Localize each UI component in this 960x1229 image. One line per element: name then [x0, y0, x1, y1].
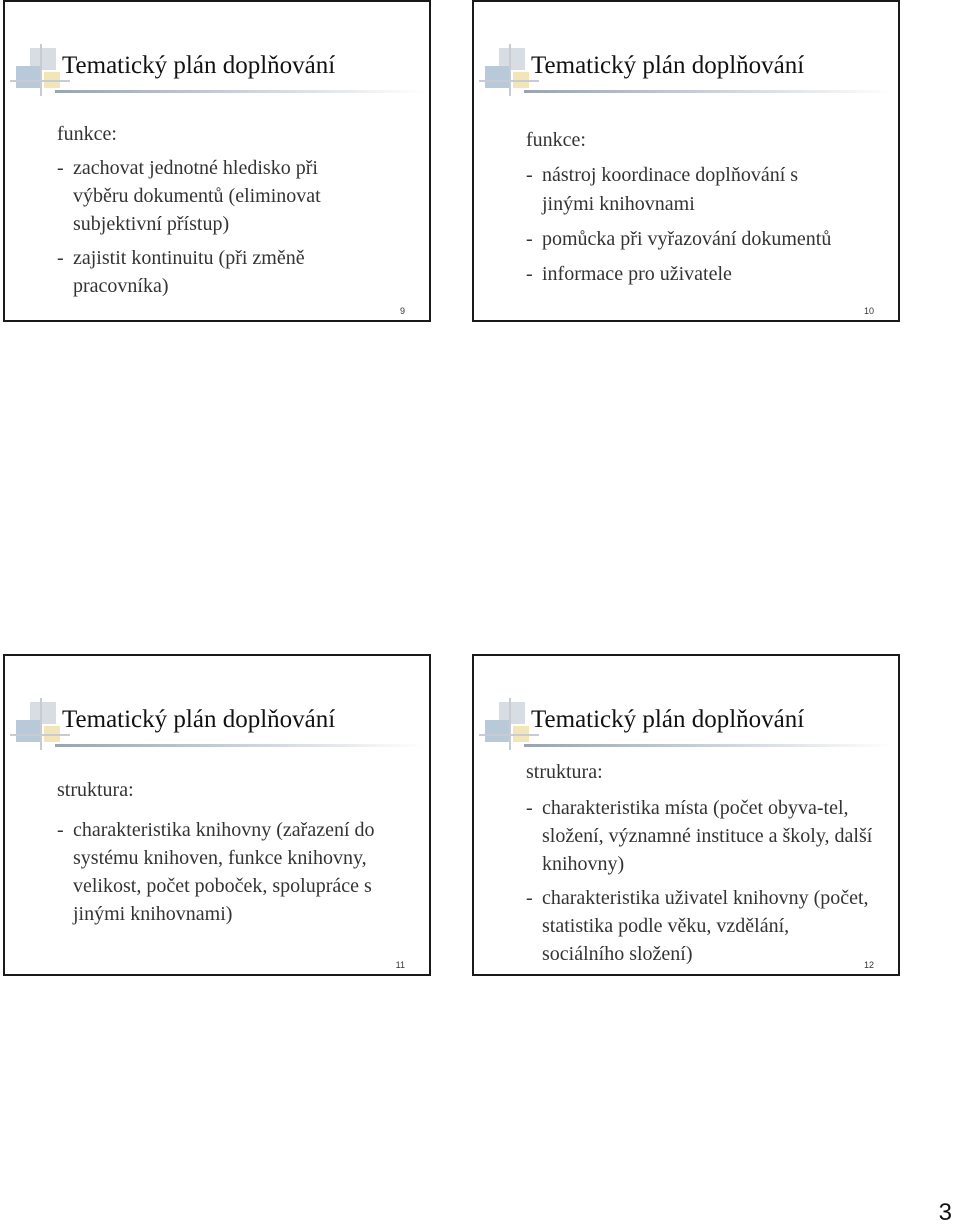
slide-content [526, 758, 890, 974]
list-item: - charakteristika uživatel knihovny (počet, statistika podle věku, vzdělání, sociálního složení) [526, 884, 876, 968]
slide-number: 10 [863, 306, 874, 316]
title-underline [55, 90, 425, 93]
list-item: - informace pro uživatele [526, 260, 846, 289]
slide-number: 12 [863, 960, 874, 970]
list-item: - nástroj koordinace doplňování s jinými knihovnami [526, 161, 846, 219]
slide-number: 11 [395, 960, 405, 970]
slide-number: 9 [399, 306, 405, 316]
list-item: - charakteristika knihovny (zařazení do systému knihoven, funkce knihovny, velikost, počet poboček, spolupráce s jinými knihovnami) [57, 816, 402, 928]
title-underline [524, 744, 894, 747]
slide-title: Tematický plán doplňování [531, 52, 805, 79]
section-heading: struktura: [526, 761, 603, 783]
list-item: - zajistit kontinuitu (při změně pracovníka) [57, 244, 377, 300]
section-heading: funkce: [57, 123, 117, 145]
slide-content [57, 120, 419, 306]
slide-title: Tematický plán doplňování [62, 52, 336, 79]
page-number: 3 [938, 1199, 952, 1226]
section-heading: struktura: [57, 779, 134, 801]
slide-content [57, 776, 419, 934]
slide-title: Tematický plán doplňování [531, 706, 805, 733]
list-item: - zachovat jednotné hledisko při výběru dokumentů (eliminovat subjektivní přístup) [57, 154, 377, 238]
title-underline [524, 90, 894, 93]
slide-10 [472, 0, 900, 322]
title-underline [55, 744, 425, 747]
list-item: - charakteristika místa (počet obyva-tel, složení, významné instituce a školy, další knihovny) [526, 794, 876, 878]
slide-title: Tematický plán doplňování [62, 706, 336, 733]
slide-content [526, 126, 888, 295]
slide-9 [3, 0, 431, 322]
slide-11 [3, 654, 431, 976]
slide-12 [472, 654, 900, 976]
section-heading: funkce: [526, 129, 586, 151]
list-item: - pomůcka při vyřazování dokumentů [526, 225, 846, 254]
